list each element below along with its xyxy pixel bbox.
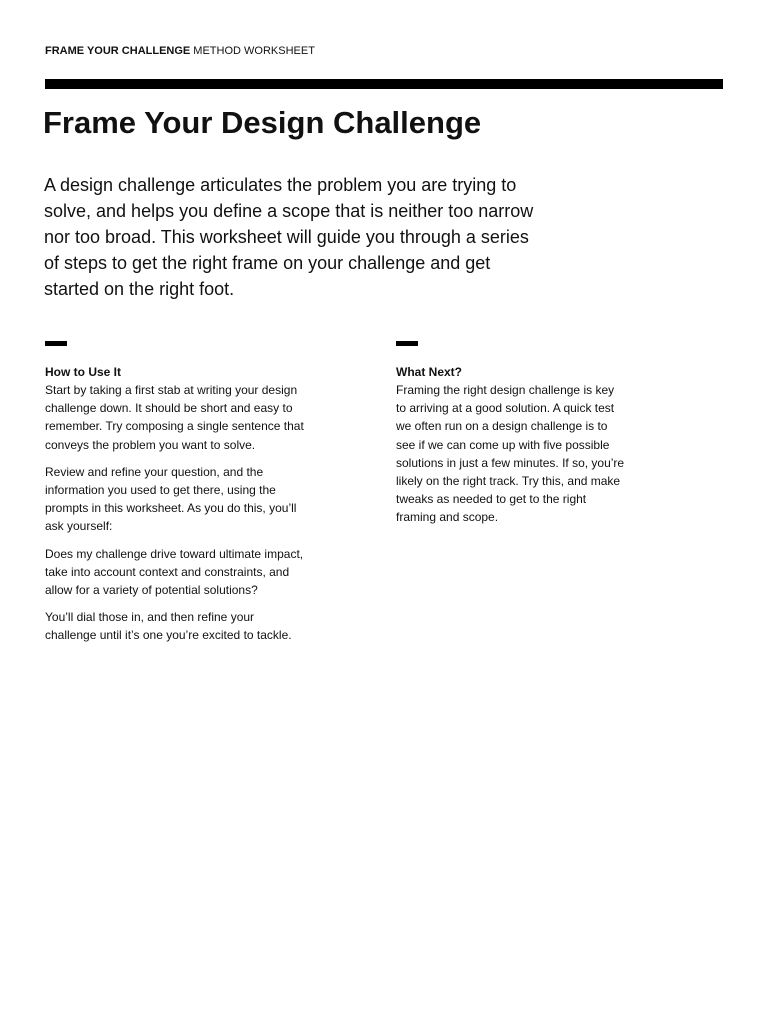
- what-next-section: [396, 341, 626, 536]
- section-dash: [396, 341, 418, 346]
- what-next-heading: What Next?: [396, 365, 462, 379]
- header-divider: [45, 79, 723, 89]
- how-to-use-paragraph: Review and refine your question, and the information you used to get there, using the prompts in this worksheet. As you do this, you’ll ask yourself:: [45, 464, 297, 534]
- how-to-use-paragraph: Does my challenge drive toward ultimate impact, take into account context and constraints, and allow for a variety of potential solutions?: [45, 546, 304, 598]
- how-to-use-section: [45, 341, 305, 654]
- header-label-rest: METHOD WORKSHEET: [190, 45, 315, 57]
- section-dash: [45, 341, 67, 346]
- how-to-use-paragraph: You’ll dial those in, and then refine your challenge until it’s one you’re excited to tackle.: [45, 610, 292, 643]
- what-next-paragraph: Framing the right design challenge is key to arriving at a good solution. A quick test we often run on a design challenge is to see if we can come up with five possible solutions in just a few minutes. If so, you’re likely on the right track. Try this, and make tweaks as needed to get to the right framing and scope.: [396, 383, 625, 525]
- intro-paragraph: A design challenge articulates the problem you are trying to solve, and helps you define a scope that is neither too narrow nor too broad. This worksheet will guide you through a series of steps to get the right frame on your challenge and get started on the right foot.: [44, 175, 534, 299]
- how-to-use-paragraph: Start by taking a first stab at writing your design challenge down. It should be short and easy to remember. Try composing a single sentence that conveys the problem you want to solve.: [45, 383, 304, 452]
- header-label-bold: FRAME YOUR CHALLENGE: [45, 45, 191, 57]
- how-to-use-heading: How to Use It: [45, 365, 122, 379]
- worksheet-header: [45, 44, 315, 58]
- page-title: Frame Your Design Challenge: [43, 105, 482, 140]
